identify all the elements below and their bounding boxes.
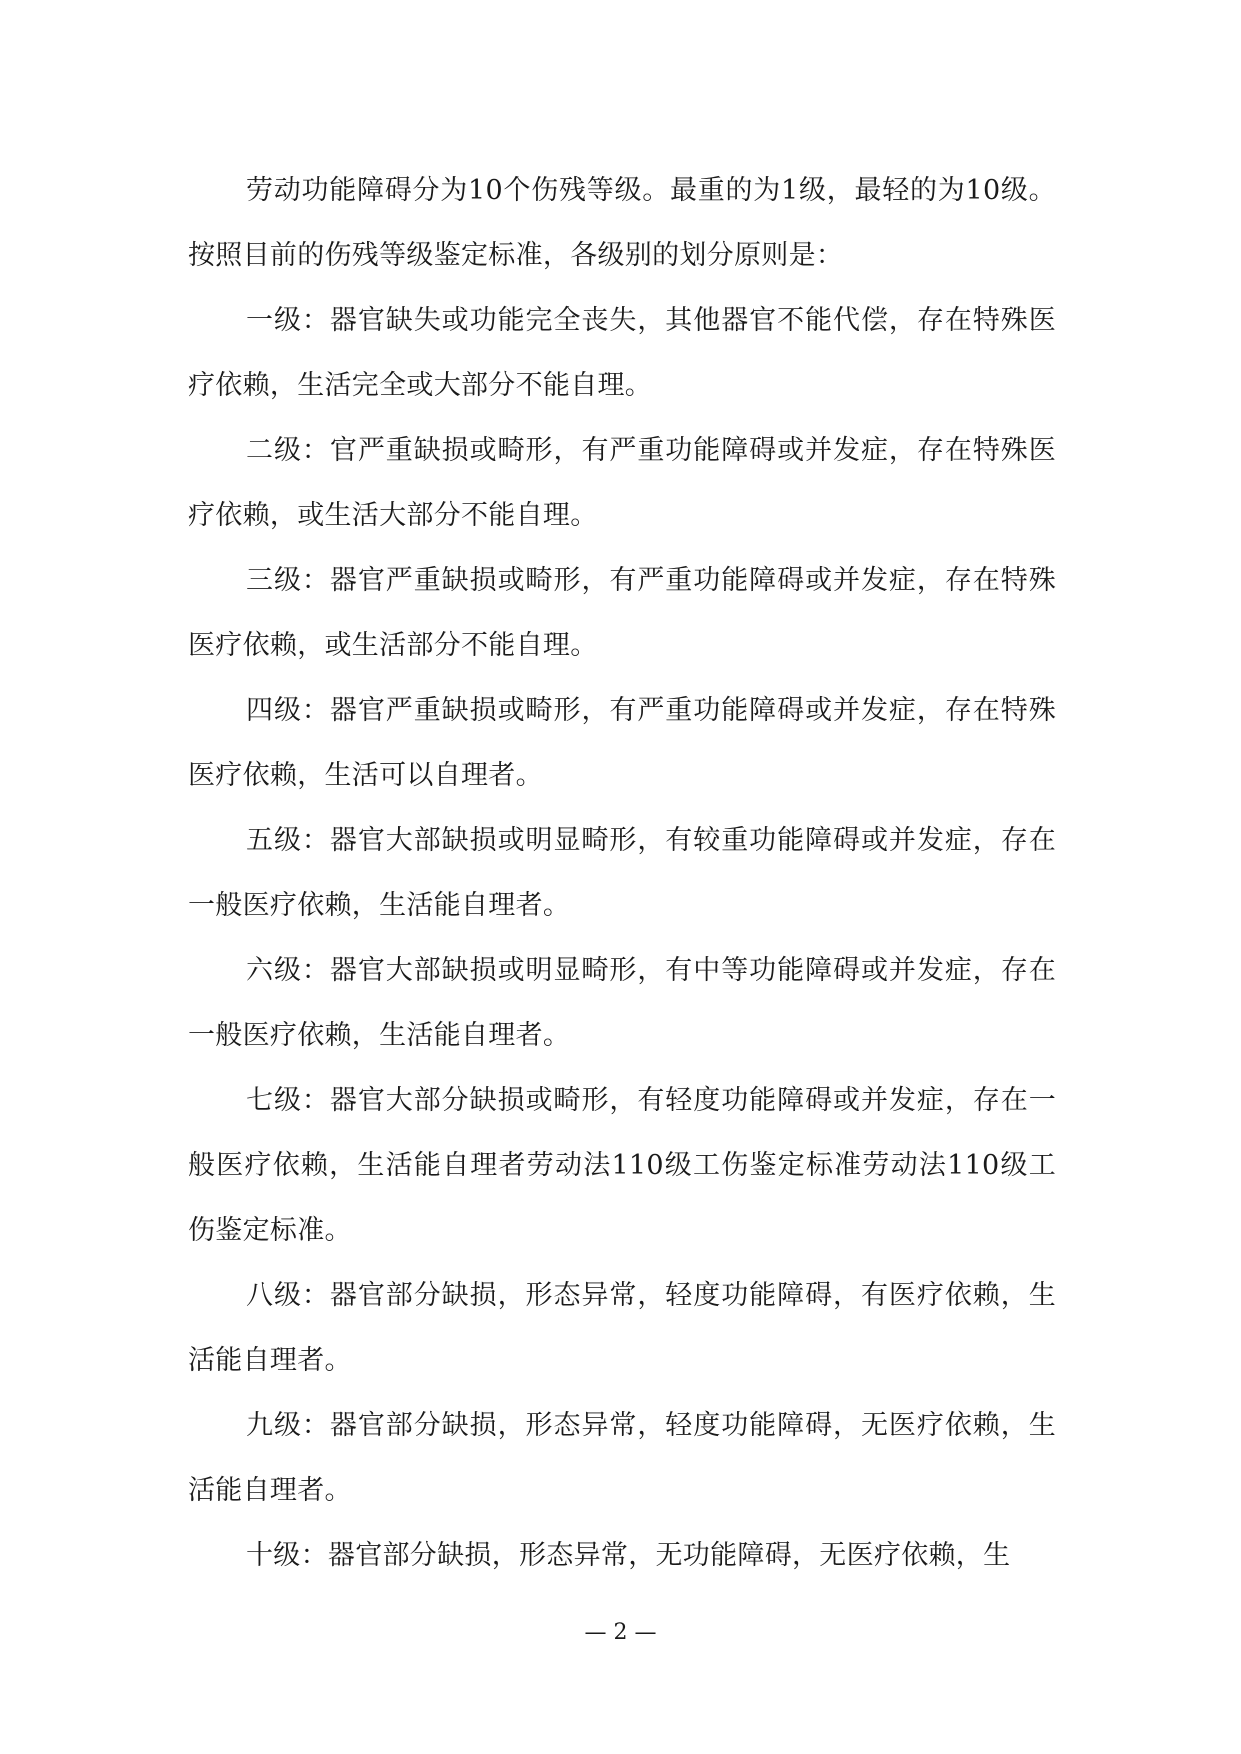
paragraph-level-6: 六级：器官大部缺损或明显畸形，有中等功能障碍或并发症，存在一般医疗依赖，生活能自理者。 — [188, 955, 1056, 1051]
paragraph-level-8: 八级：器官部分缺损，形态异常，轻度功能障碍，有医疗依赖，生活能自理者。 — [188, 1280, 1056, 1376]
paragraph-level-2: 二级：官严重缺损或畸形，有严重功能障碍或并发症，存在特殊医疗依赖，或生活大部分不能自理。 — [188, 435, 1056, 531]
paragraph-level-5: 五级：器官大部缺损或明显畸形，有较重功能障碍或并发症，存在一般医疗依赖，生活能自理者。 — [188, 825, 1056, 921]
paragraph-level-3: 三级：器官严重缺损或畸形，有严重功能障碍或并发症，存在特殊医疗依赖，或生活部分不能自理。 — [188, 565, 1056, 661]
paragraph-level-10: 十级：器官部分缺损，形态异常，无功能障碍，无医疗依赖，生 — [246, 1540, 1011, 1571]
paragraph-level-7: 七级：器官大部分缺损或畸形，有轻度功能障碍或并发症，存在一般医疗依赖，生活能自理者劳动法110级工伤鉴定标准劳动法110级工伤鉴定标准。 — [188, 1085, 1056, 1246]
paragraph-level-4: 四级：器官严重缺损或畸形，有严重功能障碍或并发症，存在特殊医疗依赖，生活可以自理者。 — [188, 695, 1056, 791]
paragraph-level-9: 九级：器官部分缺损，形态异常，轻度功能障碍，无医疗依赖，生活能自理者。 — [188, 1410, 1056, 1506]
document-body — [188, 158, 1056, 1588]
paragraph-level-1: 一级：器官缺失或功能完全丧失，其他器官不能代偿，存在特殊医疗依赖，生活完全或大部分不能自理。 — [188, 305, 1056, 401]
paragraph-intro: 劳动功能障碍分为10个伤残等级。最重的为1级，最轻的为10级。 按照目前的伤残等级鉴定标准，各级别的划分原则是： — [188, 175, 1056, 271]
page-number: — 2 — — [584, 1620, 657, 1645]
